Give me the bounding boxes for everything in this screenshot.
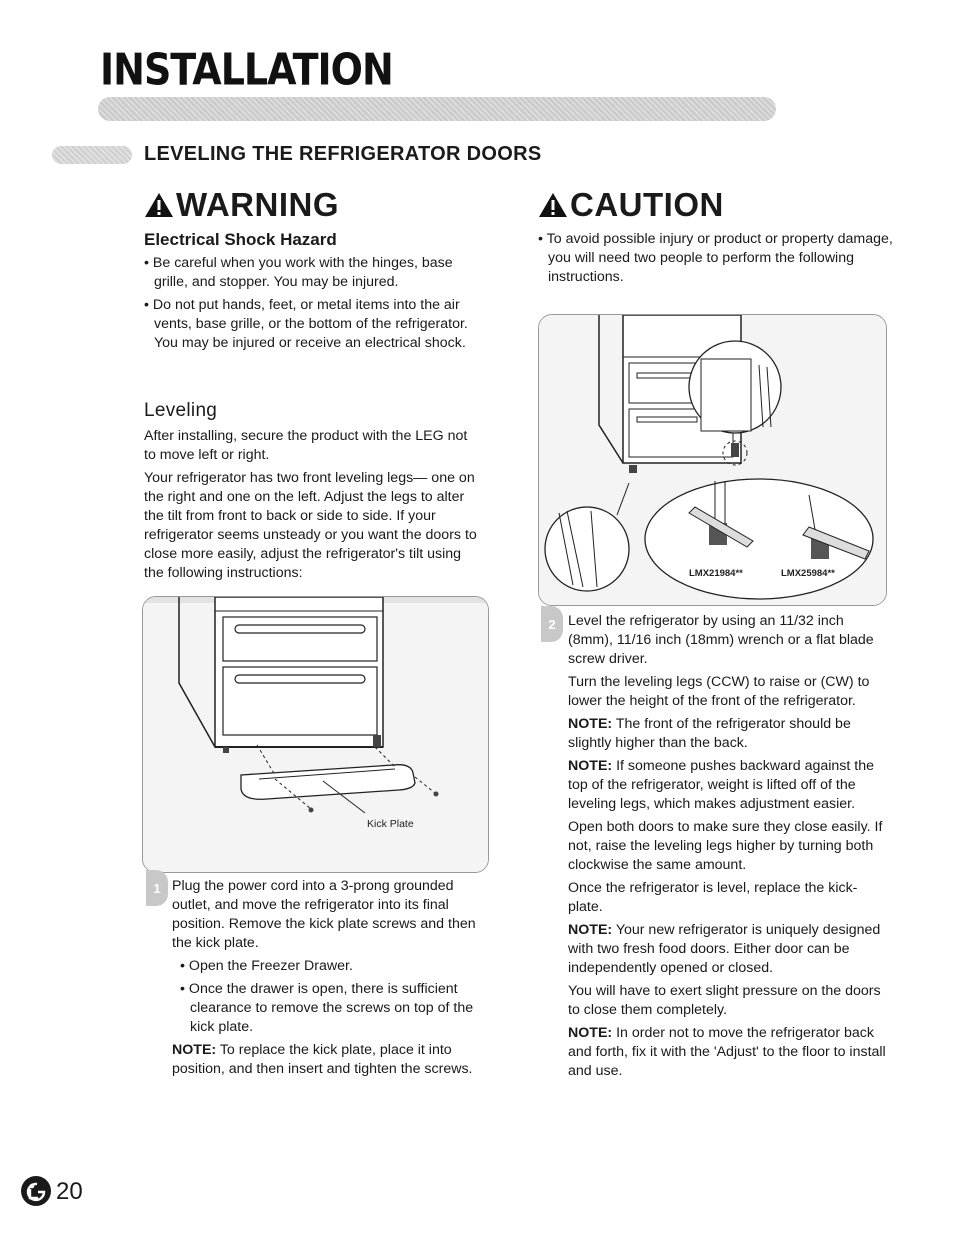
- section-heading: LEVELING THE REFRIGERATOR DOORS: [144, 143, 542, 165]
- step-2-note: NOTE: If someone pushes backward against the top of the refrigerator, weight is lifted off of the leveling legs, which makes adjustment easier.: [568, 758, 874, 812]
- leveling-paragraph: After installing, secure the product with the LEG not to move left or right.: [144, 428, 468, 463]
- caution-bullet: • To avoid possible injury or product or property damage, you will need two people to perform the following instructions.: [538, 231, 893, 285]
- kick-plate-drawing: [143, 597, 488, 872]
- warning-title-text: WARNING: [176, 186, 339, 223]
- note-text: To replace the kick plate, place it into position, and then insert and tighten the screws.: [172, 1042, 473, 1077]
- step-2-number: 2: [548, 616, 556, 632]
- step-2-paragraph: Open both doors to make sure they close easily. If not, raise the leveling legs higher by turning both clockwise the same amount.: [568, 819, 883, 873]
- step-1-marker: [146, 870, 168, 906]
- kick-plate-label: Kick Plate: [367, 818, 414, 830]
- leveling-legs-illustration: [538, 314, 887, 606]
- page-title: INSTALLATION: [100, 44, 393, 95]
- warning-bullet: • Do not put hands, feet, or metal items into the air vents, base grille, or the bottom of the refrigerator. You may be injured or receive an electrical shock.: [144, 297, 468, 351]
- step-2-paragraph: Level the refrigerator by using an 11/32 inch (8mm), 11/16 inch (18mm) wrench or a flat blade screw driver.: [568, 613, 874, 667]
- leveling-paragraph: Your refrigerator has two front leveling legs— one on the right and one on the left. Adjust the legs to alter the tilt from front to back or side to side. If your refrigerator seems unsteady or you want the doors to close more easily, adjust the refrigerator's tilt using the following instructions:: [144, 470, 477, 581]
- caution-triangle-icon: [538, 191, 568, 219]
- step-1-note: [172, 1041, 484, 1079]
- step-2-note: NOTE: The front of the refrigerator should be slightly higher than the back.: [568, 716, 851, 751]
- step-2-paragraph: Turn the leveling legs (CCW) to raise or (CW) to lower the height of the front of the refrigerator.: [568, 674, 870, 709]
- page-number: 20: [56, 1178, 83, 1205]
- kick-plate-illustration: [142, 596, 489, 873]
- warning-triangle-icon: [144, 191, 174, 219]
- caution-title-text: CAUTION: [570, 186, 724, 223]
- step-2-note: NOTE: In order not to move the refrigerator back and forth, fix it with the 'Adjust' to the floor to install and use.: [568, 1025, 886, 1079]
- warning-subhead: Electrical Shock Hazard: [144, 230, 337, 249]
- caution-block: [538, 186, 898, 291]
- step-2-paragraph: You will have to exert slight pressure on the doors to close them completely.: [568, 983, 881, 1018]
- model-label-a: LMX21984**: [689, 568, 743, 579]
- step-1-content: [172, 877, 484, 1083]
- caution-title: [538, 186, 898, 224]
- note-label: NOTE:: [172, 1042, 217, 1058]
- step-1-text: Plug the power cord into a 3-prong grounded outlet, and move the refrigerator into its final position. Remove the kick plate screws and then the kick plate.: [172, 878, 476, 951]
- warning-bullet: • Be careful when you work with the hinges, base grille, and stopper. You may be injured.: [144, 255, 453, 290]
- step-1-sub-bullet: • Open the Freezer Drawer.: [180, 958, 353, 974]
- brand-logo-icon: [20, 1175, 52, 1207]
- warning-block: [144, 186, 484, 357]
- step-2-paragraph: Once the refrigerator is level, replace the kick-plate.: [568, 880, 858, 915]
- step-1-sub-bullet: • Once the drawer is open, there is sufficient clearance to remove the screws on top of the kick plate.: [180, 981, 474, 1035]
- leveling-legs-drawing: [539, 315, 886, 605]
- step-2-marker: [541, 606, 563, 642]
- step-1-number: 1: [153, 880, 161, 896]
- header-bar: [98, 97, 776, 121]
- leveling-heading: Leveling: [144, 400, 218, 421]
- step-2-content: [568, 612, 890, 1085]
- step-2-note: NOTE: Your new refrigerator is uniquely designed with two fresh food doors. Either door can be independently opened or closed.: [568, 922, 881, 976]
- model-label-b: LMX25984**: [781, 568, 835, 579]
- leveling-block: [144, 400, 479, 587]
- warning-title: [144, 186, 484, 224]
- section-marker: [52, 146, 132, 164]
